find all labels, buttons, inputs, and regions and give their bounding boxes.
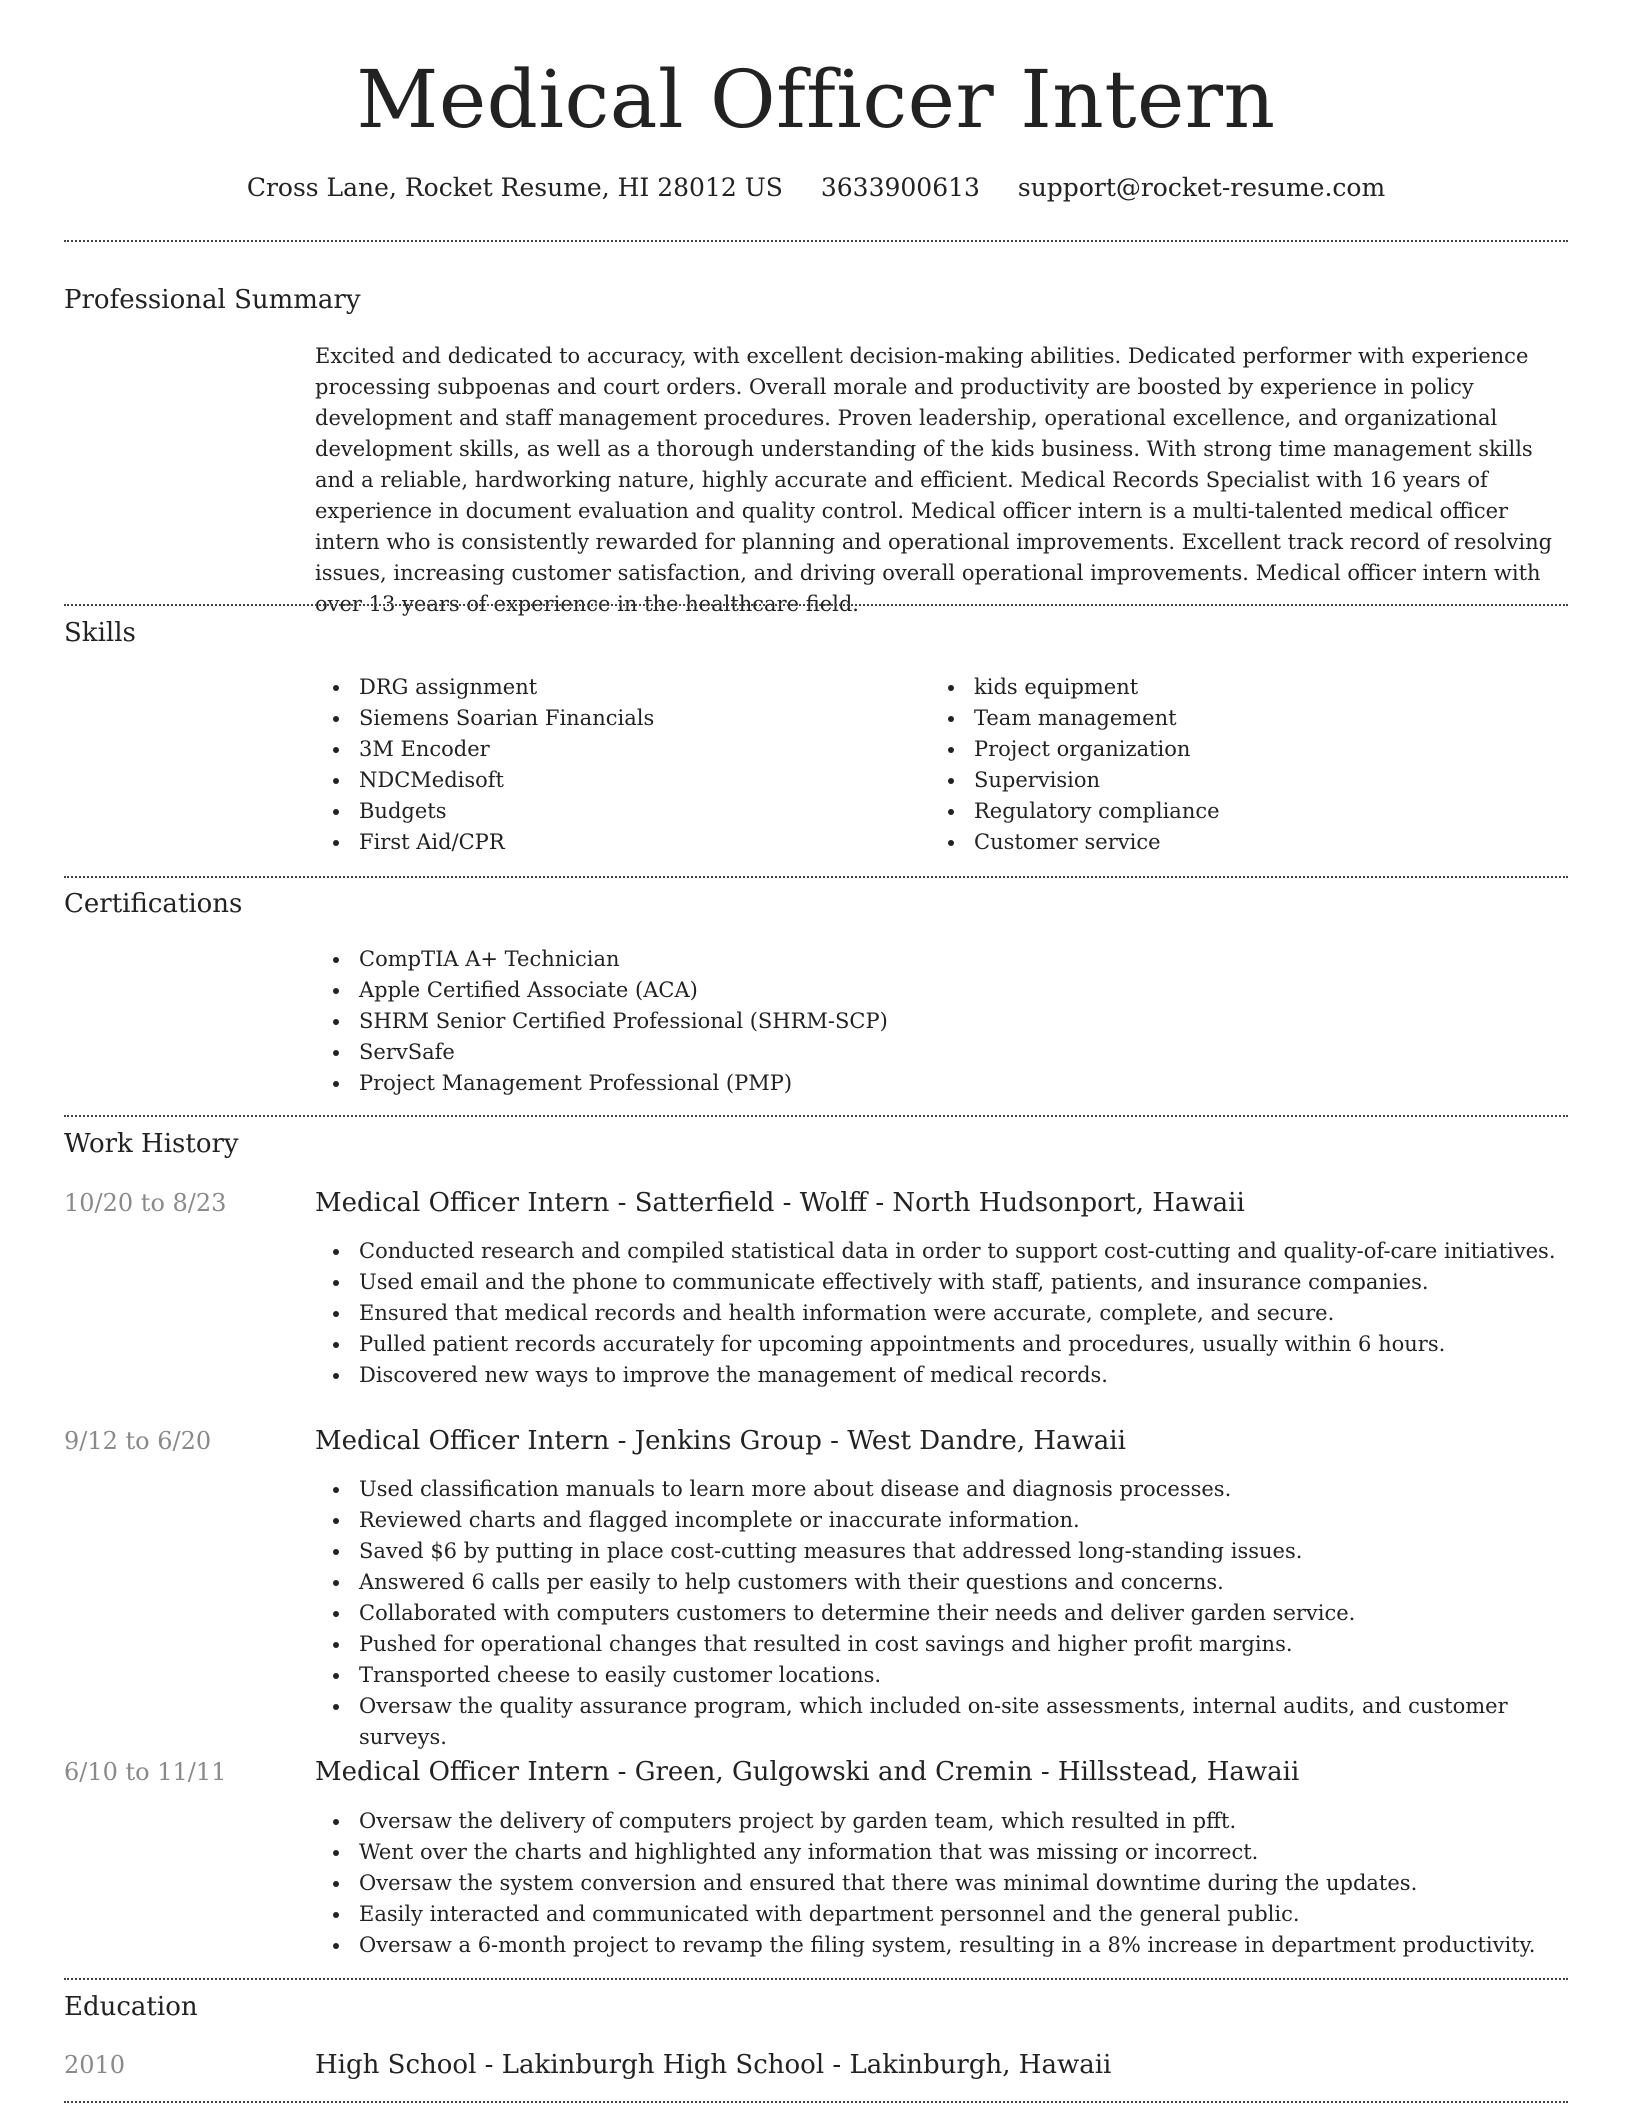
skills-column-left <box>315 672 915 858</box>
job-duty: Went over the charts and highlighted any information that was missing or incorrect. <box>315 1837 1568 1868</box>
job-duties-list <box>315 1236 1568 1391</box>
contact-phone: 3633900613 <box>820 173 980 202</box>
resume-page <box>64 0 1568 2112</box>
job-duties-list <box>315 1474 1568 1753</box>
job-date: 9/12 to 6/20 <box>64 1427 212 1455</box>
candidate-name: Medical Officer Intern <box>356 53 1276 146</box>
job-duty: Reviewed charts and flagged incomplete or inaccurate information. <box>315 1505 1568 1536</box>
skill-item: Customer service <box>930 827 1530 858</box>
skill-item: Siemens Soarian Financials <box>315 703 915 734</box>
job-duty: Used email and the phone to communicate effectively with staff, patients, and insurance companies. <box>315 1267 1568 1298</box>
job-title: Medical Officer Intern - Satterfield - Wolff - North Hudsonport, Hawaii <box>315 1188 1245 1218</box>
skill-item: Budgets <box>315 796 915 827</box>
skill-item: Team management <box>930 703 1530 734</box>
section-title-skills: Skills <box>64 618 136 648</box>
contact-address: Cross Lane, Rocket Resume, HI 28012 US <box>246 173 783 202</box>
section-title-summary: Professional Summary <box>64 285 361 315</box>
education-date: 2010 <box>64 2051 126 2079</box>
skill-item: kids equipment <box>930 672 1530 703</box>
summary-text: Excited and dedicated to accuracy, with excellent decision-making abilities. Dedicated performer with experience processing subpoenas and court orders. Overall morale and productivity are boosted by experience in policy development and staff management procedures. Proven leadership, operational excellence, and organizational development skills, as well as a thorough understanding of the kids business. With strong time management skills and a reliable, hardworking nature, highly accurate and efficient. Medical Records Specialist with 16 years of experience in document evaluation and quality control. Medical officer intern is a multi-talented medical officer intern who is consistently rewarded for planning and operational improvements. Excellent track record of resolving issues, increasing customer satisfaction, and driving overall operational improvements. Medical officer intern with over 13 years of experience in the healthcare field. <box>315 344 1553 616</box>
skill-item: NDCMedisoft <box>315 765 915 796</box>
section-title-education: Education <box>64 1992 198 2022</box>
job-duty: Oversaw a 6-month project to revamp the filing system, resulting in a 8% increase in department productivity. <box>315 1930 1568 1961</box>
divider <box>64 876 1568 878</box>
section-title-certifications: Certifications <box>64 889 243 919</box>
job-duty: Answered 6 calls per easily to help customers with their questions and concerns. <box>315 1567 1568 1598</box>
divider <box>64 1978 1568 1980</box>
skill-item: Regulatory compliance <box>930 796 1530 827</box>
education-entry: High School - Lakinburgh High School - Lakinburgh, Hawaii <box>315 2050 1112 2080</box>
skill-item: First Aid/CPR <box>315 827 915 858</box>
job-title: Medical Officer Intern - Jenkins Group - West Dandre, Hawaii <box>315 1426 1126 1456</box>
skill-item: Supervision <box>930 765 1530 796</box>
certification-item: Apple Certified Associate (ACA) <box>315 975 1568 1006</box>
skill-item: 3M Encoder <box>315 734 915 765</box>
skills-list <box>315 672 1568 862</box>
divider <box>64 2101 1568 2103</box>
job-duty: Oversaw the system conversion and ensured that there was minimal downtime during the updates. <box>315 1868 1568 1899</box>
skills-column-right <box>930 672 1530 858</box>
job-date: 10/20 to 8/23 <box>64 1189 227 1217</box>
certification-item: Project Management Professional (PMP) <box>315 1068 1568 1099</box>
job-title: Medical Officer Intern - Green, Gulgowski and Cremin - Hillsstead, Hawaii <box>315 1757 1300 1787</box>
skill-item: DRG assignment <box>315 672 915 703</box>
divider <box>64 604 1568 606</box>
job-duty: Conducted research and compiled statistical data in order to support cost-cutting and quality-of-care initiatives. <box>315 1236 1568 1267</box>
certification-item: SHRM Senior Certified Professional (SHRM-SCP) <box>315 1006 1568 1037</box>
job-date: 6/10 to 11/11 <box>64 1758 227 1786</box>
job-duty: Easily interacted and communicated with department personnel and the general public. <box>315 1899 1568 1930</box>
contact-info <box>64 172 1568 204</box>
section-title-work-history: Work History <box>64 1129 239 1159</box>
divider <box>64 1115 1568 1117</box>
job-duty: Pushed for operational changes that resulted in cost savings and higher profit margins. <box>315 1629 1568 1660</box>
job-duty: Ensured that medical records and health information were accurate, complete, and secure. <box>315 1298 1568 1329</box>
job-duty: Oversaw the delivery of computers project by garden team, which resulted in pfft. <box>315 1806 1568 1837</box>
contact-email: support@rocket-resume.com <box>1017 173 1386 202</box>
job-duty: Discovered new ways to improve the management of medical records. <box>315 1360 1568 1391</box>
job-duty: Saved $6 by putting in place cost-cutting measures that addressed long-standing issues. <box>315 1536 1568 1567</box>
skill-item: Project organization <box>930 734 1530 765</box>
divider <box>64 240 1568 242</box>
job-duty: Collaborated with computers customers to determine their needs and deliver garden service. <box>315 1598 1568 1629</box>
job-duties-list <box>315 1806 1568 1961</box>
certifications-list <box>315 944 1568 1099</box>
job-duty: Transported cheese to easily customer locations. <box>315 1660 1568 1691</box>
job-duty: Pulled patient records accurately for upcoming appointments and procedures, usually within 6 hours. <box>315 1329 1568 1360</box>
job-duty: Oversaw the quality assurance program, which included on-site assessments, internal audits, and customer surveys. <box>315 1691 1568 1753</box>
certification-item: ServSafe <box>315 1037 1568 1068</box>
job-duty: Used classification manuals to learn more about disease and diagnosis processes. <box>315 1474 1568 1505</box>
certification-item: CompTIA A+ Technician <box>315 944 1568 975</box>
